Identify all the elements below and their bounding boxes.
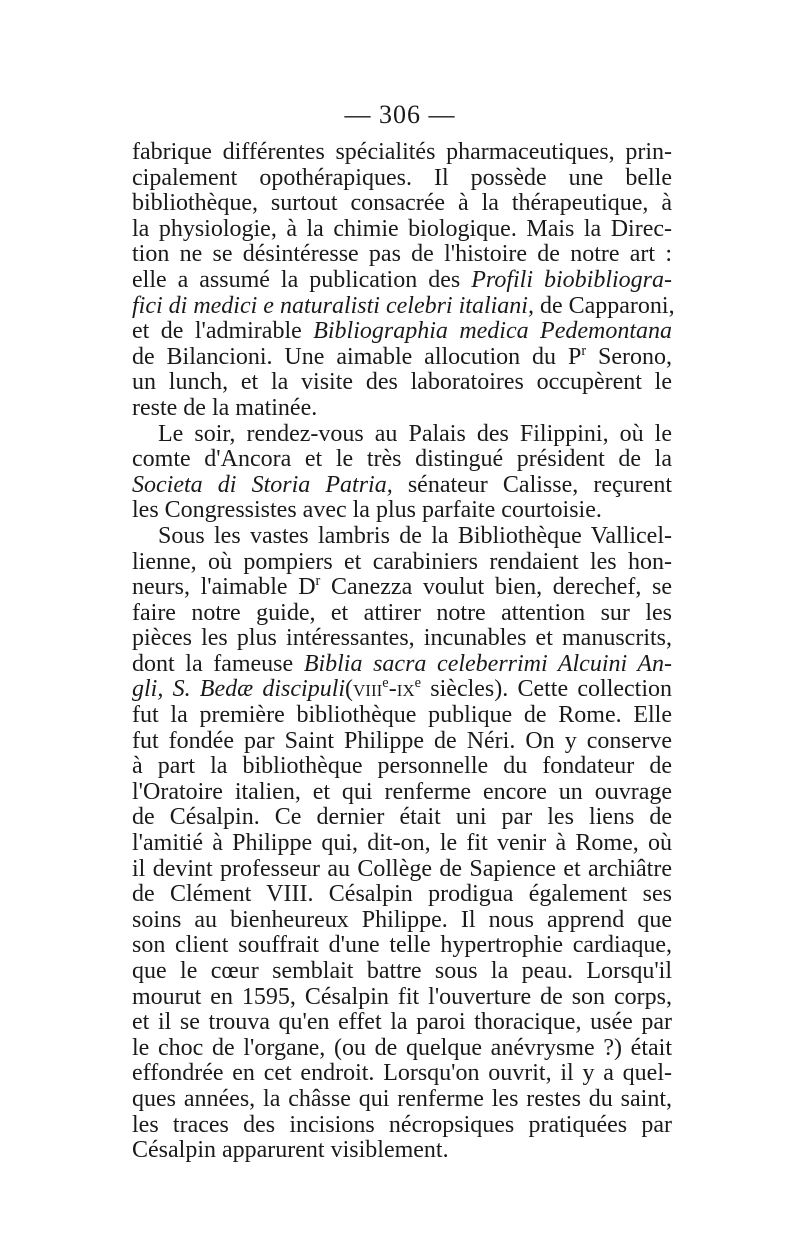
text-line: ques années, la châsse qui renferme les restes du saint,	[132, 1085, 672, 1112]
text-segment: (	[345, 676, 354, 703]
superscript: e	[382, 675, 389, 692]
text-segment: Canezza voulut bien, derechef, se	[330, 574, 672, 601]
text-segment: siècles). Cette collection	[430, 676, 672, 703]
text-line: tion ne se désintéresse pas de l'histoire de notre art :	[132, 241, 672, 268]
text-line: effondrée en cet endroit. Lorsqu'on ouvrit, il y a quel-	[132, 1060, 672, 1087]
text-line: Sous les vastes lambris de la Bibliothèque Vallicel-	[158, 522, 672, 549]
text-segment: neurs, l'aimable D	[132, 574, 316, 601]
paragraph-3	[132, 524, 672, 1164]
text-line	[132, 342, 673, 371]
text-line	[132, 268, 672, 294]
italic-title: gli, S. Bedæ discipuli	[132, 676, 346, 703]
text-line: cipalement opothérapiques. Il possède une belle	[132, 164, 672, 191]
italic-title: fici di medici e naturalisti celebri italiani,	[132, 292, 534, 319]
text-line: reste de la matinée.	[132, 394, 318, 421]
italic-title: Bibliographia medica Pedemontana	[313, 318, 673, 345]
text-line: pièces les plus intéressantes, incunables et manuscrits,	[132, 625, 672, 652]
text-line: et il se trouva qu'en effet la paroi thoracique, usée par	[132, 1009, 672, 1036]
text-segment: de Capparoni,	[539, 292, 675, 319]
text-line: un lunch, et la visite des laboratoires occupèrent le	[132, 369, 672, 396]
text-line: fut fondée par Saint Philippe de Néri. On y conserve	[132, 727, 672, 754]
superscript: r	[581, 342, 587, 359]
text-line: fut la première bibliothèque publique de Rome. Elle	[132, 702, 672, 729]
page-number: — 306 —	[344, 100, 456, 129]
text-segment: -	[388, 676, 397, 703]
text-line: la physiologie, à la chimie biologique. Mais la Direc-	[132, 215, 672, 242]
text-line: il devint professeur au Collège de Sapience et archiâtre	[132, 855, 672, 882]
text-segment: Serono,	[598, 343, 673, 370]
text-line: à part la bibliothèque personnelle du fondateur de	[132, 753, 672, 780]
text-line: Césalpin apparurent visiblement.	[132, 1137, 449, 1164]
italic-title: Profili biobibliogra-	[471, 266, 672, 293]
text-line: faire notre guide, et attirer notre attention sur les	[132, 599, 672, 626]
text-line: l'Oratoire italien, et qui renferme encore un ouvrage	[132, 778, 672, 805]
text-line: lienne, où pompiers et carabiniers rendaient les hon-	[132, 548, 672, 575]
text-line: l'amitié à Philippe qui, dit-on, le fit venir à Rome, où	[132, 830, 672, 857]
text-line	[132, 652, 672, 678]
text-line: soins au bienheureux Philippe. Il nous apprend que	[132, 906, 672, 933]
text-line: bibliothèque, surtout consacrée à la thérapeutique, à	[132, 190, 672, 217]
text-line	[132, 677, 672, 703]
roman-numeral: ix	[396, 676, 415, 703]
text-line	[132, 473, 672, 499]
text-line: mourut en 1595, Césalpin fit l'ouverture de son corps,	[132, 983, 672, 1010]
text-line: de Clément VIII. Césalpin prodigua également ses	[132, 881, 672, 908]
text-line: les Congressistes avec la plus parfaite courtoisie.	[132, 497, 602, 524]
text-line: son client souffrait d'une telle hypertrophie cardiaque,	[132, 932, 672, 959]
text-line	[132, 292, 675, 320]
text-line: fabrique différentes spécialités pharmaceutiques, prin-	[132, 139, 672, 165]
superscript: e	[414, 675, 422, 692]
text-line	[132, 319, 672, 345]
text-line: comte d'Ancora et le très distingué président de la	[132, 446, 672, 473]
text-segment: elle a assumé la publication des	[132, 266, 461, 293]
italic-title: Societa di Storia Patria,	[132, 471, 393, 498]
body-text	[132, 139, 675, 1164]
paragraph-2	[132, 422, 672, 524]
roman-numeral: viii	[353, 676, 383, 703]
text-line: que le cœur semblait battre sous la peau. Lorsqu'il	[132, 958, 672, 984]
text-line	[132, 575, 672, 601]
text-line: les traces des incisions nécropsiques pratiquées par	[132, 1111, 672, 1138]
paragraph-1	[132, 139, 675, 422]
superscript: r	[315, 573, 321, 590]
text-segment: de Bilancioni. Une aimable allocution du P	[132, 343, 582, 370]
italic-title: Biblia sacra celeberrimi Alcuini An-	[303, 650, 672, 677]
text-line: Le soir, rendez-vous au Palais des Filippini, où le	[158, 420, 672, 447]
text-segment: et de l'admirable	[132, 318, 302, 345]
text-line: de Césalpin. Ce dernier était uni par les liens de	[132, 804, 672, 831]
text-segment: sénateur Calisse, reçurent	[407, 471, 672, 498]
text-segment: dont la fameuse	[132, 650, 294, 677]
text-line: le choc de l'organe, (ou de quelque anévrysme ?) était	[132, 1034, 672, 1061]
